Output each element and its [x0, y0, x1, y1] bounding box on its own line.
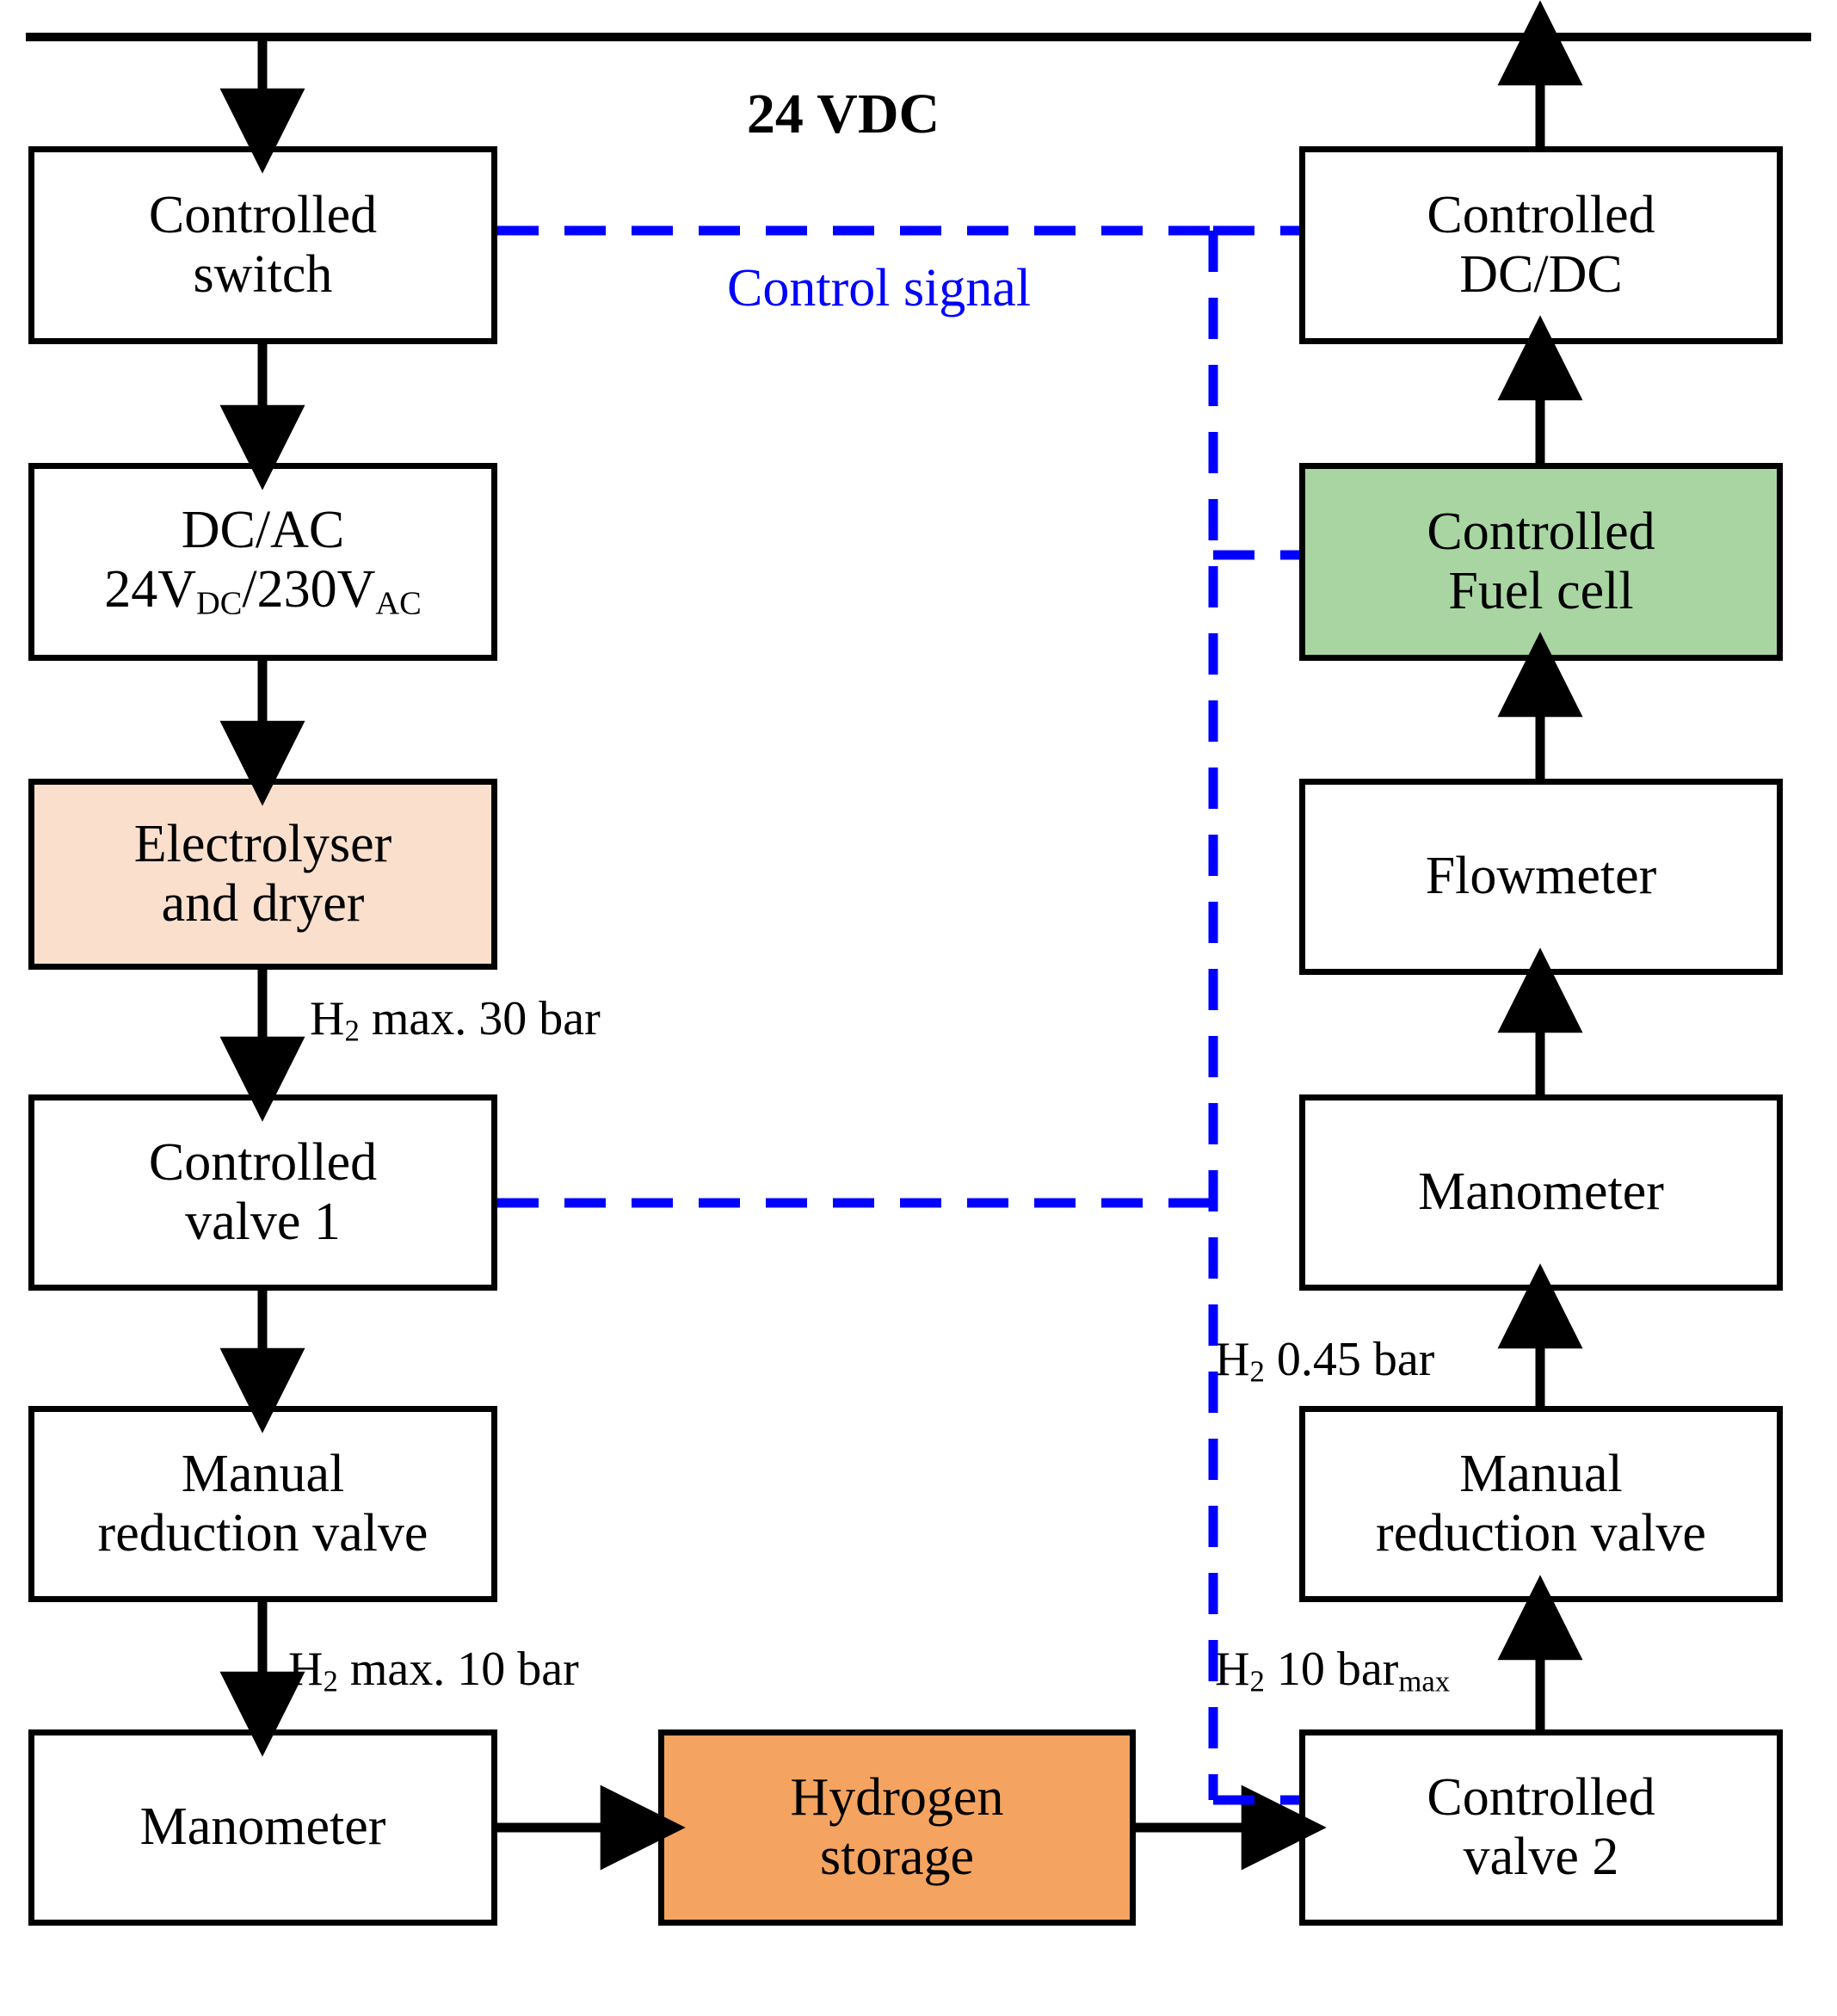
dc-ac-v1: 24V: [104, 560, 197, 620]
label-h2-10max-h: H: [1215, 1643, 1250, 1696]
box-dc-ac-line1: DC/AC: [181, 501, 345, 560]
control-signal-label: Control signal: [727, 259, 1032, 318]
box-controlled-fuel-cell-line1: Controlled: [1427, 502, 1655, 561]
dc-ac-v2: /230V: [242, 560, 376, 620]
box-dc-ac-line2: [104, 560, 422, 623]
power-bus-line: [26, 33, 1811, 41]
box-hydrogen-storage-line1: Hydrogen: [790, 1767, 1004, 1827]
label-h2-max-30-bar: [310, 991, 601, 1049]
label-h2-10max-text: 10 bar: [1264, 1643, 1399, 1696]
box-manual-reduction-valve-right-line2: reduction valve: [1376, 1504, 1706, 1563]
box-manual-reduction-valve-left-line2: reduction valve: [97, 1504, 428, 1563]
box-manual-reduction-valve-right[interactable]: [1299, 1406, 1783, 1602]
label-h2-10-h: H: [288, 1643, 324, 1696]
box-electrolyser-line2: and dryer: [161, 874, 365, 933]
box-controlled-valve-2-line1: Controlled: [1427, 1767, 1655, 1827]
box-manometer-left-line1: Manometer: [139, 1797, 386, 1857]
box-controlled-switch[interactable]: [28, 146, 497, 344]
box-manual-reduction-valve-left[interactable]: [28, 1406, 497, 1602]
label-h2-10max-sub: 2: [1249, 1664, 1265, 1698]
box-flowmeter-line1: Flowmeter: [1425, 847, 1657, 906]
box-controlled-switch-line2: switch: [193, 245, 333, 304]
label-h2-10-bar-max: [1215, 1642, 1450, 1699]
box-hydrogen-storage[interactable]: [658, 1729, 1136, 1926]
label-h2-10-sub: 2: [323, 1664, 338, 1698]
page-title: 24 VDC: [746, 83, 940, 145]
box-hydrogen-storage-line2: storage: [819, 1828, 975, 1886]
label-h2-30-h: H: [310, 992, 345, 1045]
label-h2-30-text: max. 30 bar: [359, 992, 601, 1045]
box-controlled-valve-1-line2: valve 1: [185, 1193, 341, 1251]
box-controlled-valve-2-line2: valve 2: [1463, 1828, 1619, 1886]
box-electrolyser-and-dryer[interactable]: [28, 779, 497, 970]
label-h2-10-text: max. 10 bar: [337, 1643, 579, 1696]
box-manometer-right[interactable]: [1299, 1094, 1783, 1291]
box-manometer-left[interactable]: [28, 1729, 497, 1926]
dc-ac-sub1: DC: [196, 585, 243, 622]
label-h2-045-bar: [1215, 1332, 1434, 1390]
box-controlled-valve-1-line1: Controlled: [148, 1132, 378, 1192]
box-controlled-dc-dc-line2: DC/DC: [1459, 245, 1623, 304]
label-h2-045-text: 0.45 bar: [1264, 1333, 1435, 1386]
box-electrolyser-line1: Electrolyser: [133, 814, 392, 873]
box-manometer-right-line1: Manometer: [1418, 1162, 1664, 1222]
label-h2-max-10-bar: [288, 1642, 579, 1699]
label-h2-045-h: H: [1215, 1333, 1250, 1386]
box-manual-reduction-valve-right-line1: Manual: [1459, 1444, 1623, 1503]
label-h2-30-sub: 2: [344, 1014, 360, 1048]
label-h2-10max-sub2: max: [1398, 1664, 1451, 1698]
box-manual-reduction-valve-left-line1: Manual: [181, 1444, 345, 1503]
box-flowmeter[interactable]: [1299, 779, 1783, 975]
dc-ac-sub2: AC: [375, 585, 422, 622]
label-h2-045-sub: 2: [1249, 1354, 1265, 1389]
box-controlled-valve-1[interactable]: [28, 1094, 497, 1291]
box-dc-ac[interactable]: [28, 463, 497, 661]
box-controlled-switch-line1: Controlled: [148, 185, 378, 244]
box-controlled-valve-2[interactable]: [1299, 1729, 1783, 1926]
box-controlled-fuel-cell-line2: Fuel cell: [1448, 562, 1634, 620]
box-controlled-dc-dc-line1: Controlled: [1427, 185, 1655, 244]
box-controlled-fuel-cell[interactable]: [1299, 463, 1783, 661]
box-controlled-dc-dc[interactable]: [1299, 146, 1783, 344]
